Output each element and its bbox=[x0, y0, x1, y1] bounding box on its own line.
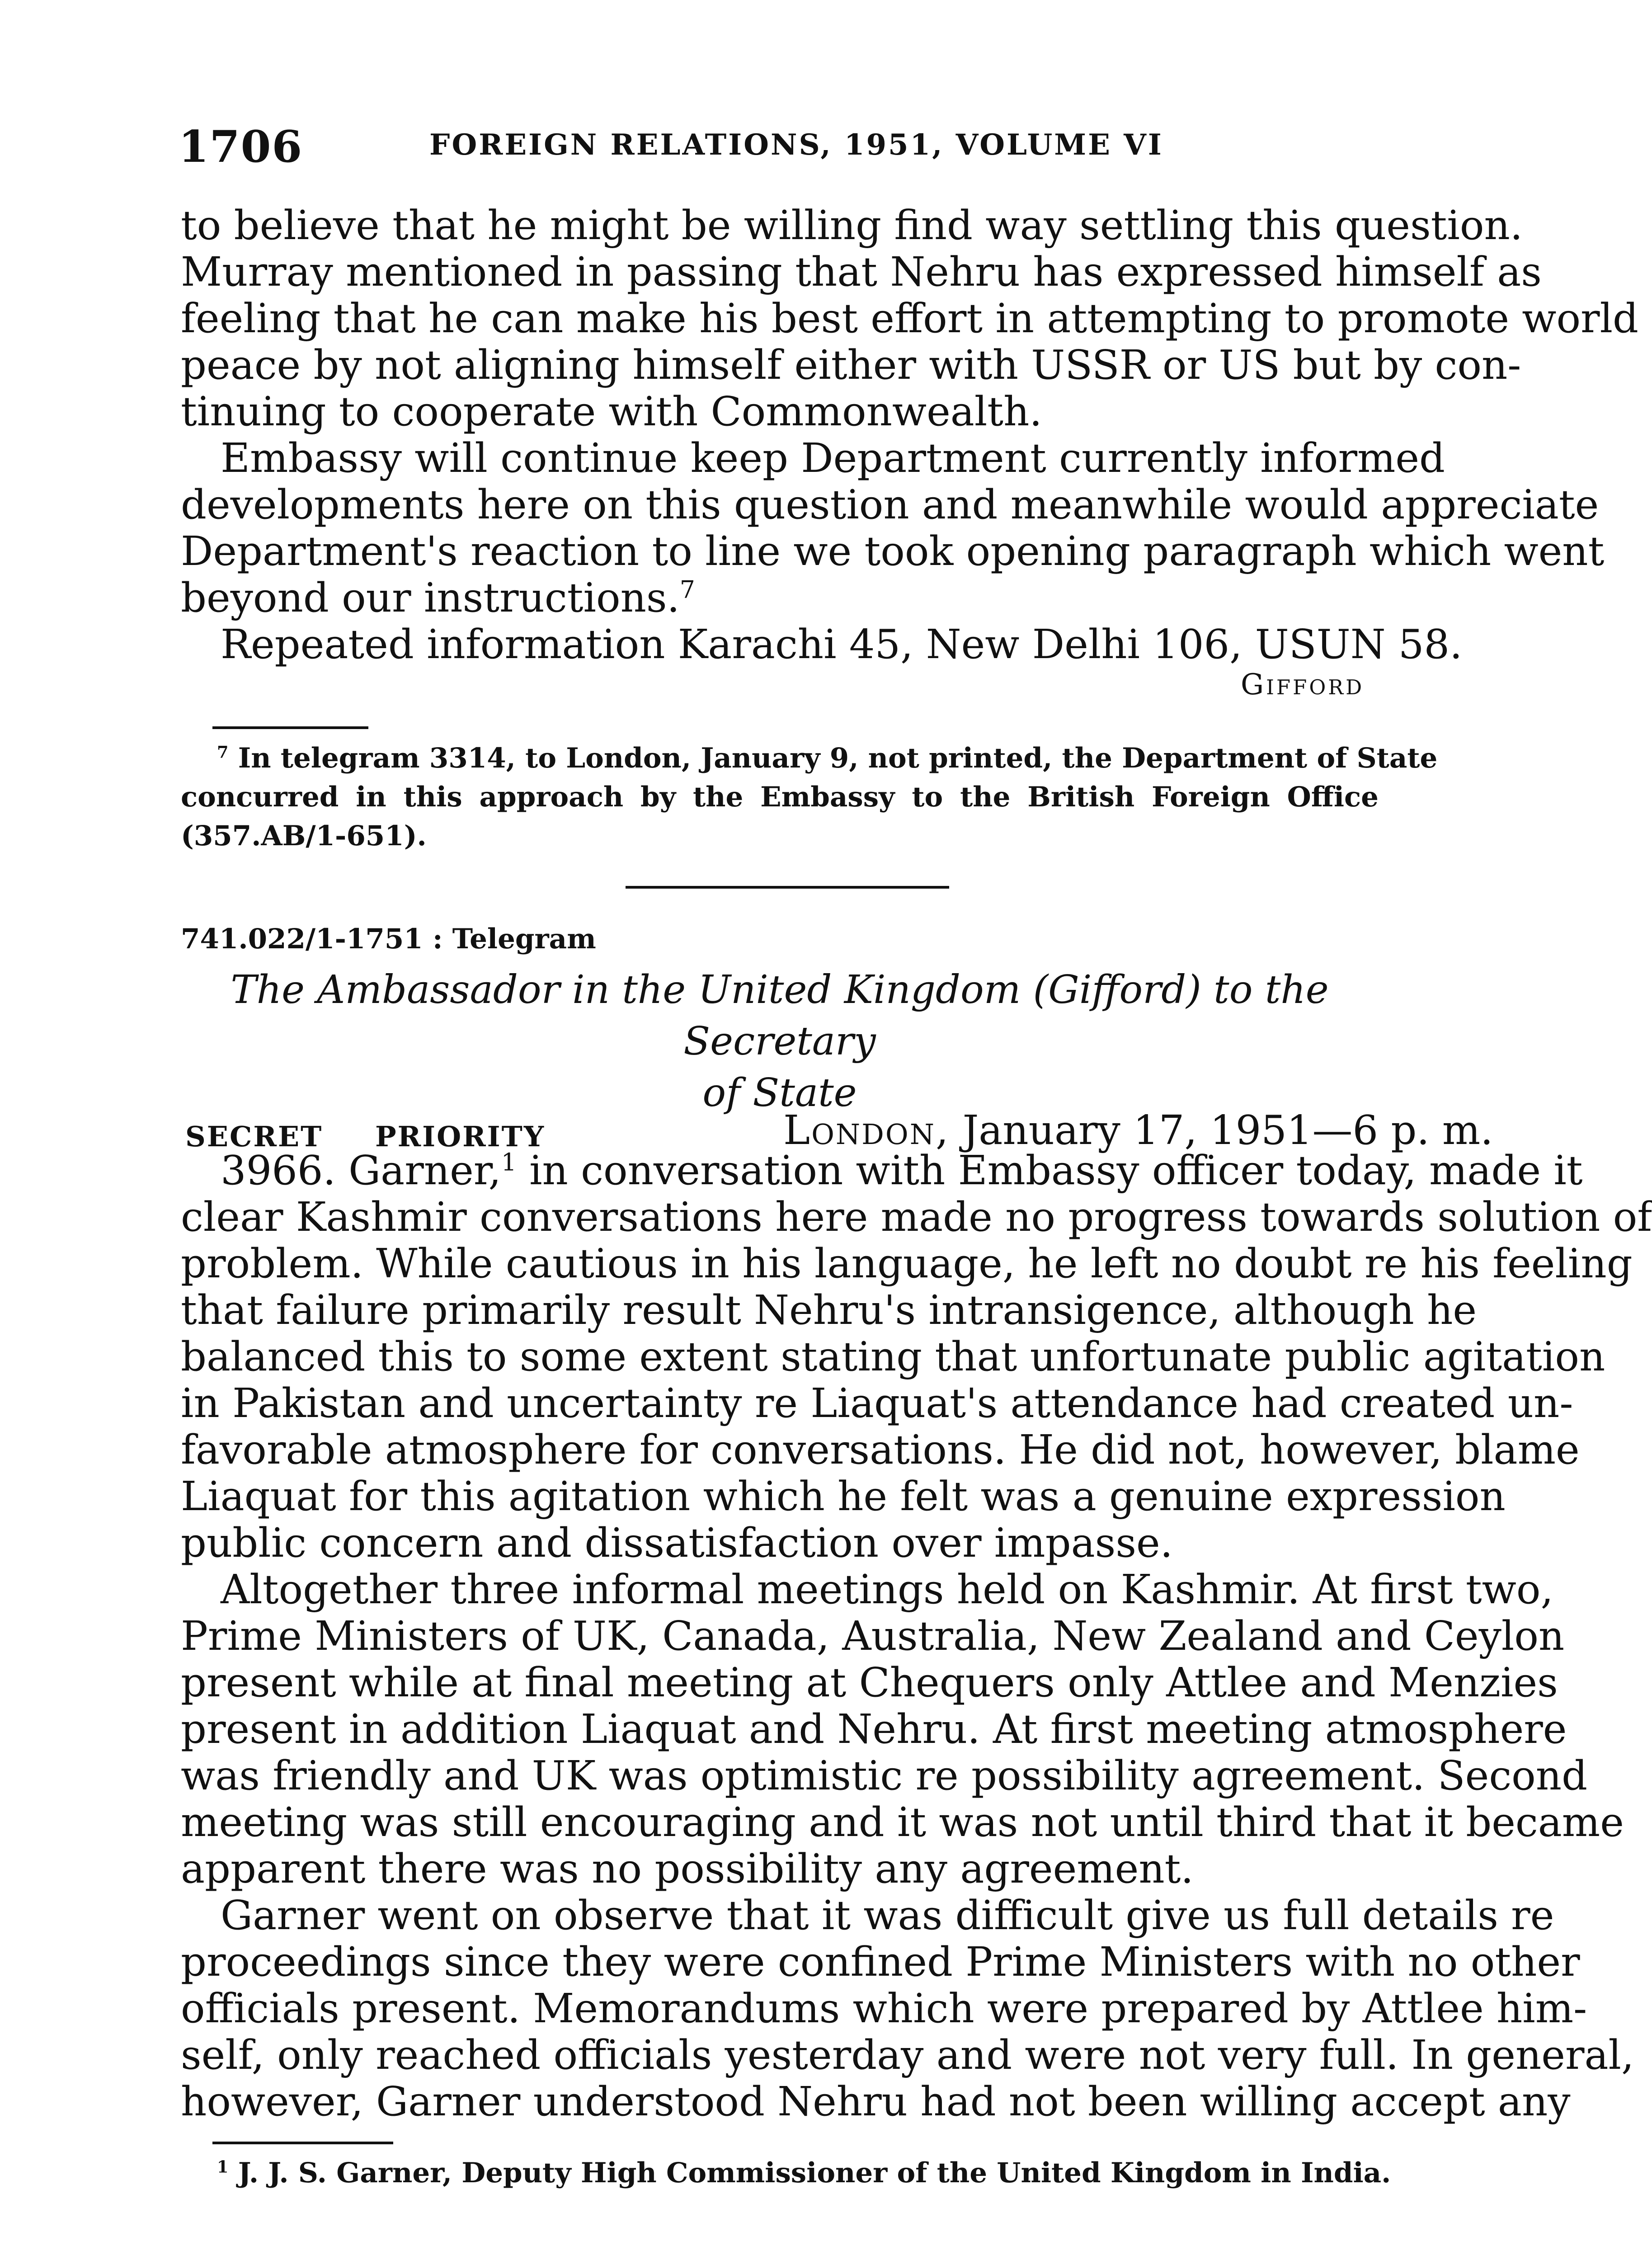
section-divider bbox=[626, 886, 949, 889]
text-line: public concern and dissatisfaction over impasse. bbox=[181, 1519, 1173, 1566]
text-line: officials present. Memorandums which were prepared by Attlee him- bbox=[181, 1985, 1587, 2032]
text-line: balanced this to some extent stating that unfortunate public agitation bbox=[181, 1333, 1605, 1380]
text-line-with-footnote: 3966. Garner,$^1$ in conversation with Embassy officer today, made it bbox=[221, 1147, 1583, 1194]
text-line: meeting was still encouraging and it was not until third that it became bbox=[181, 1799, 1624, 1846]
text-line: to believe that he might be willing find way settling this question. bbox=[181, 202, 1523, 249]
text-line: in Pakistan and uncertainty re Liaquat's attendance had created un- bbox=[181, 1380, 1573, 1427]
text-line: Department's reaction to line we took opening paragraph which went bbox=[181, 527, 1605, 574]
doc1-paragraph-2 bbox=[181, 434, 1605, 621]
text-line: peace by not aligning himself either with USSR or US but by con- bbox=[181, 341, 1521, 388]
priority-label: PRIORITY bbox=[375, 1120, 546, 1153]
running-head: FOREIGN RELATIONS, 1951, VOLUME VI bbox=[429, 128, 1163, 162]
title-line: of State bbox=[702, 1070, 857, 1116]
doc1-paragraph-3 bbox=[181, 621, 1463, 668]
footnote-text: J. J. S. Garner, Deputy High Commissioner of the United Kingdom in India. bbox=[238, 2157, 1391, 2189]
footnote-rule bbox=[212, 726, 368, 729]
document-title bbox=[181, 964, 1379, 1119]
doc2-paragraph-2 bbox=[181, 1566, 1624, 1892]
dateline-date: January 17, 1951—6 p. m. bbox=[962, 1106, 1493, 1154]
classification-label: SECRET bbox=[185, 1120, 323, 1153]
text-line: Altogether three informal meetings held on Kashmir. At first two, bbox=[221, 1566, 1553, 1613]
text-line: self, only reached officials yesterday and were not very full. In general, bbox=[181, 2031, 1634, 2078]
text-line: clear Kashmir conversations here made no progress towards solution of bbox=[181, 1193, 1652, 1240]
text-line: favorable atmosphere for conversations. He did not, however, blame bbox=[181, 1426, 1580, 1473]
text-line: problem. While cautious in his language, he left no doubt re his feeling bbox=[181, 1240, 1633, 1287]
doc1-paragraph-1 bbox=[181, 202, 1639, 435]
footnote-ref-7: 7 bbox=[679, 575, 695, 604]
doc2-body bbox=[181, 1147, 1652, 2125]
text-line: Repeated information Karachi 45, New Delhi 106, USUN 58. bbox=[221, 621, 1463, 668]
signature: Gifford bbox=[1241, 668, 1365, 702]
doc2-paragraph-1 bbox=[181, 1147, 1652, 1566]
footnote-marker: 1 bbox=[217, 2157, 229, 2177]
page-number: 1706 bbox=[179, 121, 303, 172]
text-line: feeling that he can make his best effort in attempting to promote world bbox=[181, 295, 1639, 342]
text-line: proceedings since they were confined Prime Ministers with no other bbox=[181, 1938, 1580, 1985]
text-line: tinuing to cooperate with Commonwealth. bbox=[181, 388, 1042, 435]
footnote-marker: 7 bbox=[217, 742, 229, 762]
file-number: 741.022/1-1751 : Telegram bbox=[181, 923, 596, 955]
text-line: present in addition Liaquat and Nehru. At first meeting atmosphere bbox=[181, 1705, 1567, 1752]
text-line: present while at final meeting at Chequers only Attlee and Menzies bbox=[181, 1659, 1558, 1706]
title-line: The Ambassador in the United Kingdom (Gifford) to the Secretary bbox=[231, 967, 1329, 1064]
doc2-paragraph-3 bbox=[181, 1892, 1634, 2125]
doc1-body bbox=[181, 202, 1639, 668]
text-line: however, Garner understood Nehru had not been willing accept any bbox=[181, 2078, 1571, 2125]
footnote-ref-1: 1 bbox=[501, 1148, 517, 1177]
text-line: Garner went on observe that it was difficult give us full details re bbox=[221, 1892, 1554, 1939]
text-fragment: beyond our instructions. bbox=[181, 574, 680, 621]
footnote-line bbox=[181, 2154, 1391, 2193]
text-line: Murray mentioned in passing that Nehru has expressed himself as bbox=[181, 248, 1542, 295]
text-line: was friendly and UK was optimistic re possibility agreement. Second bbox=[181, 1752, 1588, 1799]
footnote-7 bbox=[181, 739, 1438, 856]
footnote-line bbox=[181, 739, 1438, 778]
text-line: Prime Ministers of UK, Canada, Australia, New Zealand and Ceylon bbox=[181, 1612, 1565, 1659]
text-line: that failure primarily result Nehru's intransigence, although he bbox=[181, 1286, 1477, 1333]
footnote-rule bbox=[212, 2142, 393, 2144]
text-line: developments here on this question and meanwhile would appreciate bbox=[181, 481, 1599, 528]
text-line: Liaquat for this agitation which he felt was a genuine expression bbox=[181, 1473, 1506, 1520]
footnote-text: In telegram 3314, to London, January 9, not printed, the Department of State bbox=[238, 742, 1438, 774]
footnote-line: concurred in this approach by the Embassy to the British Foreign Office bbox=[181, 781, 1379, 813]
footnote-line: (357.AB/1-651). bbox=[181, 820, 427, 852]
dateline-place: London, bbox=[783, 1106, 950, 1154]
footnote-1 bbox=[181, 2154, 1391, 2193]
text-line: Embassy will continue keep Department currently informed bbox=[221, 434, 1445, 481]
text-line: apparent there was no possibility any agreement. bbox=[181, 1845, 1194, 1892]
text-line-with-footnote bbox=[181, 574, 1379, 621]
